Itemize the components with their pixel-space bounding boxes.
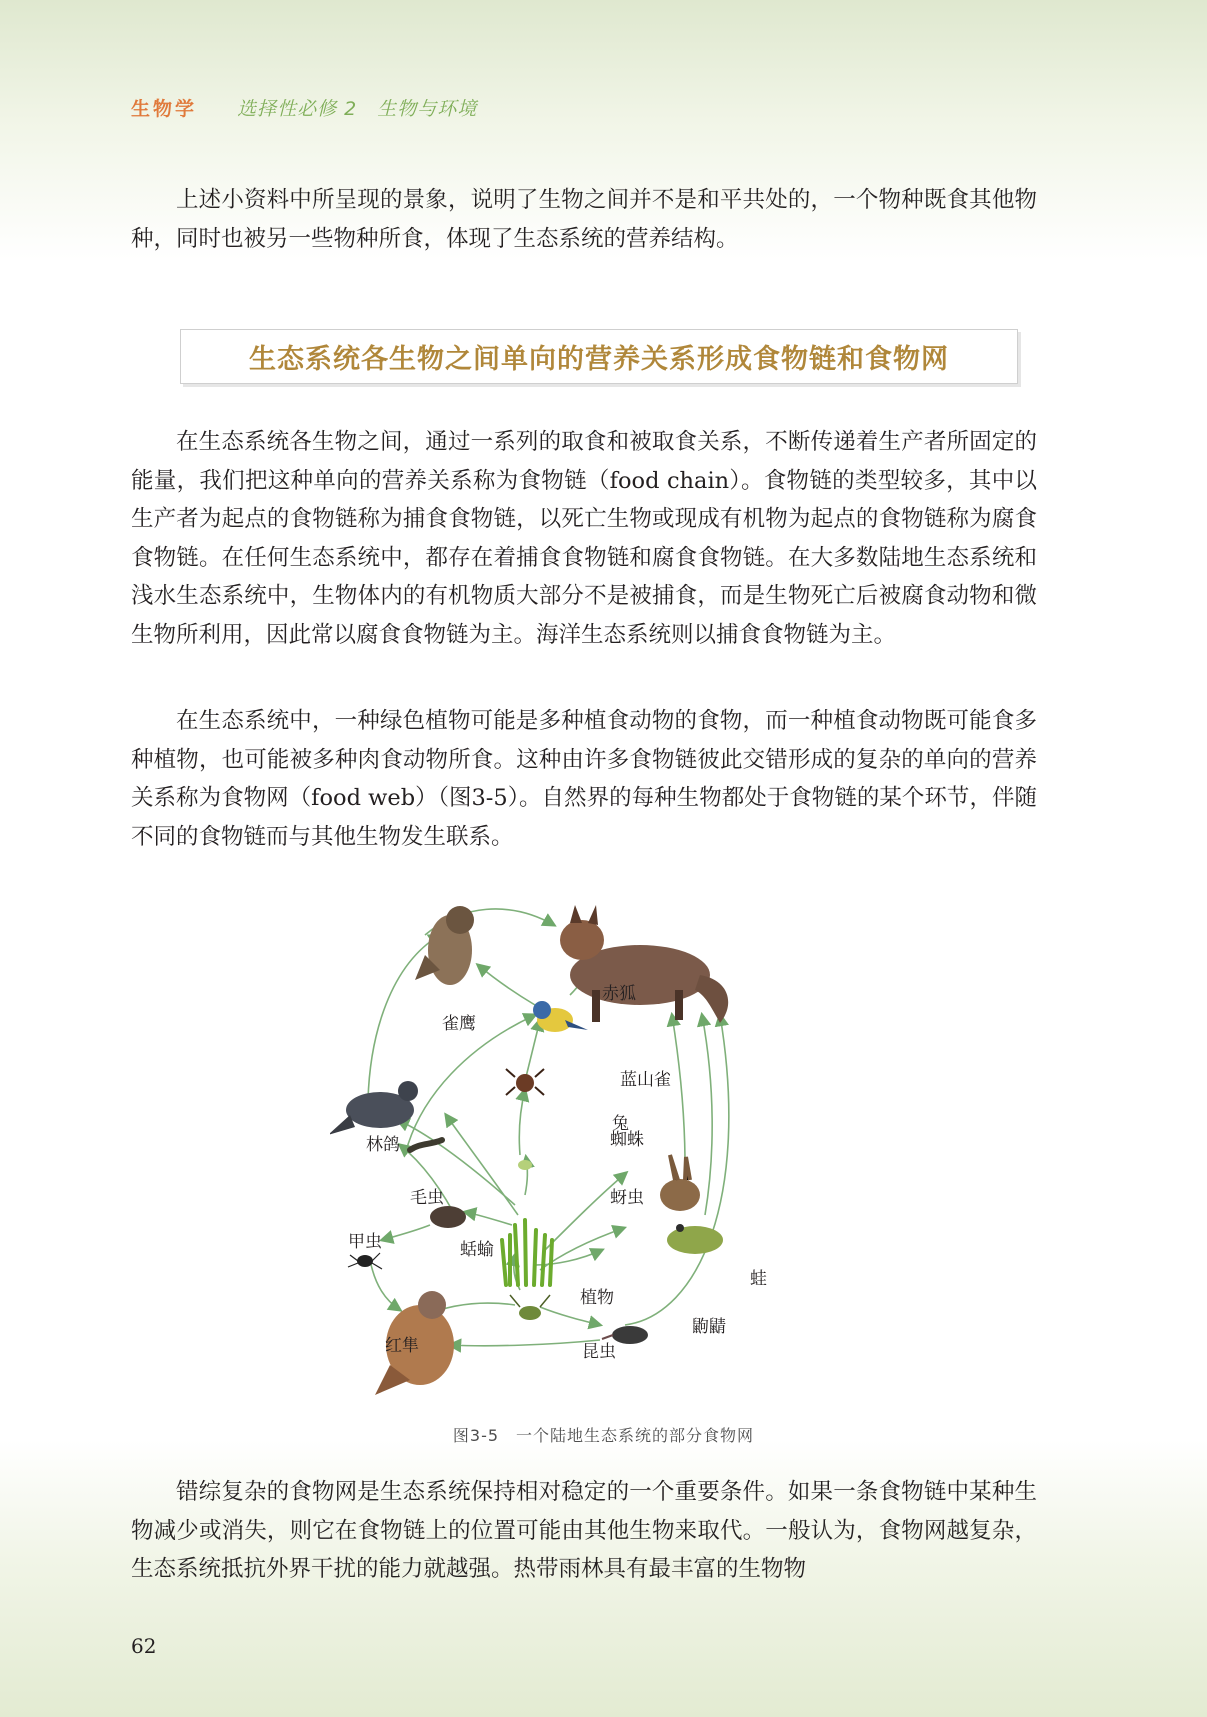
paragraph-food-chain: 在生态系统各生物之间，通过一系列的取食和被取食关系，不断传递着生产者所固定的能量，我们把这种单向的营养关系称为食物链（food chain）。食物链的类型较多，其中以生产者为起点的食物链称为捕食食物链，以死亡生物或现成有机物为起点的食物链称为腐食食物链。在任何生态系统中，都存在着捕食食物链和腐食食物链。在大多数陆地生态系统和浅水生态系统中，生物体内的有机物质大部分不是被捕食，而是生物死亡后被腐食动物和微生物所利用，因此常以腐食食物链为主。海洋生态系统则以捕食食物链为主。	[131, 429, 1037, 648]
arrow-slug-to-beetle	[382, 1225, 430, 1240]
arrow-shrew-to-kestrel	[450, 1340, 600, 1346]
label-shrew: 鼩鼱	[692, 1317, 726, 1337]
arrow-beetle-to-kestrel	[370, 1260, 400, 1310]
arrow-insect-to-shrew	[540, 1307, 600, 1325]
label-hawk: 雀鹰	[442, 1014, 476, 1034]
food-web-figure	[330, 895, 830, 1415]
paragraph-intro: 上述小资料中所呈现的景象，说明了生物之间并不是和平共处的，一个物种既食其他物种，同时也被另一些物种所食，体现了生态系统的营养结构。	[131, 187, 1037, 252]
section-heading-box	[180, 329, 1018, 384]
label-aphid: 蚜虫	[610, 1188, 644, 1208]
slug-image	[430, 1206, 466, 1228]
frog-image	[667, 1224, 723, 1254]
aphid-image	[518, 1160, 532, 1170]
arrow-aphid-to-spider	[519, 1090, 525, 1155]
label-insect: 昆虫	[582, 1342, 616, 1362]
food-web-diagram	[330, 895, 830, 1415]
label-frog: 蛙	[750, 1269, 767, 1289]
rabbit-image	[660, 1155, 700, 1211]
fox-image	[560, 905, 728, 1023]
label-tit: 蓝山雀	[620, 1070, 671, 1090]
pigeon-image	[330, 1081, 418, 1135]
label-plant: 植物	[580, 1288, 614, 1308]
arrow-rabbit-to-fox	[672, 1015, 685, 1165]
figure-caption: 图3-5 一个陆地生态系统的部分食物网	[452, 1426, 755, 1445]
plant-image	[502, 1220, 552, 1285]
label-caterpillar: 毛虫	[410, 1188, 444, 1208]
arrow-spider-to-tit	[526, 1020, 540, 1077]
label-beetle: 甲虫	[348, 1232, 382, 1252]
tit-image	[533, 1001, 588, 1032]
running-header	[131, 94, 477, 121]
beetle-image	[348, 1253, 382, 1269]
paragraph-stability: 错综复杂的食物网是生态系统保持相对稳定的一个重要条件。如果一条食物链中某种生物减少或消失，则它在食物链上的位置可能由其他生物来取代。一般认为，食物网越复杂，生态系统抵抗外界干扰的能力就越强。热带雨林具有最丰富的生物物	[131, 1479, 1037, 1583]
label-spider: 蜘蛛	[610, 1130, 644, 1150]
arrow-frog-to-fox	[702, 1015, 712, 1215]
hawk-image	[415, 906, 474, 985]
page-number: 62	[131, 1634, 157, 1658]
arrow-plant-to-slug	[465, 1212, 512, 1225]
book-title: 选择性必修 2 生物与环境	[237, 98, 478, 120]
label-slug: 蛞蝓	[460, 1240, 494, 1260]
label-pigeon: 林鸽	[366, 1135, 400, 1155]
caterpillar-image	[410, 1140, 442, 1150]
paragraph-food-web: 在生态系统中，一种绿色植物可能是多种植食动物的食物，而一种植食动物既可能食多种植物，也可能被多种肉食动物所食。这种由许多食物链彼此交错形成的复杂的单向的营养关系称为食物网（food web）（图3-5）。自然界的每种生物都处于食物链的某个环节，伴随不同的食物链而与其他生物发生联系。	[131, 708, 1037, 850]
spider-image	[506, 1069, 544, 1095]
label-fox: 赤狐	[602, 984, 636, 1004]
arrow-shrew-to-fox	[625, 1015, 729, 1325]
label-kestrel: 红隼	[385, 1336, 419, 1356]
arrow-plant-to-rabbit	[545, 1173, 626, 1250]
subject-label: 生物学	[131, 98, 198, 120]
section-title: 生态系统各生物之间单向的营养关系形成食物链和食物网	[249, 344, 949, 375]
arrow-plant-to-caterpillar	[446, 1115, 518, 1215]
label-rabbit: 兔	[612, 1114, 629, 1134]
arrow-tit-to-hawk	[478, 965, 535, 1005]
insect-image	[510, 1295, 550, 1320]
